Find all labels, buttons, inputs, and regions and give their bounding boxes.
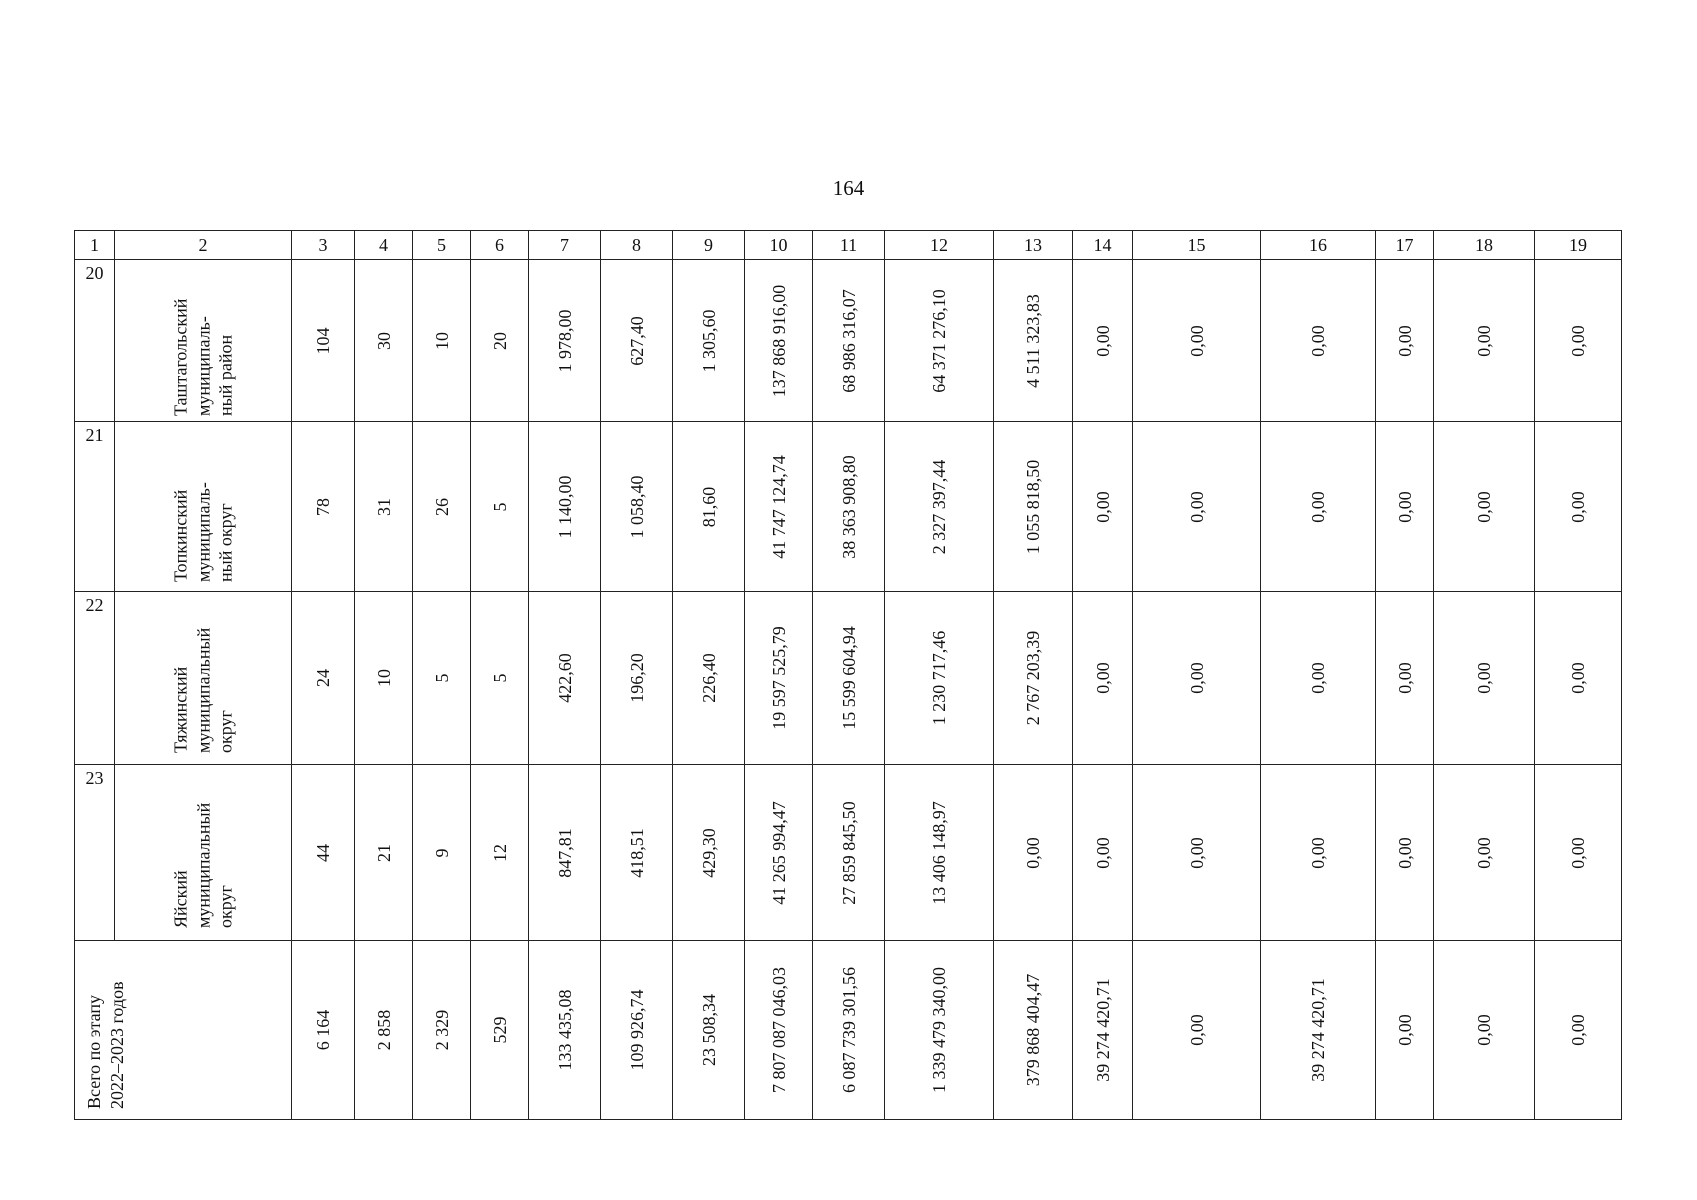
cell-value: 422,60 bbox=[554, 653, 575, 703]
cell-value: 64 371 276,10 bbox=[929, 288, 949, 393]
total-value-cell bbox=[994, 941, 1073, 1120]
cell-value: 418,51 bbox=[626, 827, 647, 878]
total-value-cell bbox=[601, 941, 673, 1120]
total-value: 7 807 087 046,03 bbox=[768, 967, 789, 1093]
total-value-cell bbox=[1434, 941, 1535, 1120]
row-number: 21 bbox=[85, 425, 104, 445]
value-cell bbox=[885, 260, 994, 422]
column-header: 2 bbox=[115, 231, 292, 260]
cell-value: 26 bbox=[431, 497, 452, 516]
cell-value: 4 511 323,83 bbox=[1023, 293, 1043, 388]
cell-value: 30 bbox=[373, 331, 394, 350]
row-number: 22 bbox=[85, 595, 104, 615]
value-cell bbox=[292, 422, 355, 592]
cell-value: 41 265 994,47 bbox=[768, 800, 789, 905]
value-cell bbox=[1434, 765, 1535, 941]
cell-value: 0,00 bbox=[1092, 490, 1113, 523]
municipality-cell bbox=[115, 260, 292, 422]
data-table bbox=[74, 230, 1622, 1120]
cell-value: 847,81 bbox=[554, 827, 575, 878]
value-cell bbox=[813, 260, 885, 422]
value-cell bbox=[1434, 260, 1535, 422]
cell-value: 0,00 bbox=[1568, 324, 1588, 357]
value-cell bbox=[813, 592, 885, 765]
total-value-cell bbox=[471, 941, 529, 1120]
value-cell bbox=[292, 592, 355, 765]
value-cell bbox=[1133, 592, 1261, 765]
page-number: 164 bbox=[832, 176, 865, 200]
municipality-cell bbox=[115, 422, 292, 592]
column-header: 5 bbox=[413, 231, 471, 260]
cell-value: 15 599 604,94 bbox=[838, 626, 859, 730]
cell-value: 10 bbox=[431, 331, 452, 350]
table-row bbox=[75, 422, 1622, 592]
municipality-name: Таштагольский муниципаль- ный район bbox=[170, 298, 236, 416]
value-cell bbox=[994, 592, 1073, 765]
row-number-cell bbox=[75, 592, 115, 765]
municipality-cell bbox=[115, 592, 292, 765]
column-header: 1 bbox=[75, 231, 115, 260]
value-cell bbox=[885, 422, 994, 592]
cell-value: 0,00 bbox=[1092, 836, 1113, 869]
value-cell bbox=[745, 422, 813, 592]
value-cell bbox=[1133, 422, 1261, 592]
cell-value: 13 406 148,97 bbox=[929, 800, 949, 905]
total-value-cell bbox=[355, 941, 413, 1120]
cell-value: 10 bbox=[373, 669, 394, 687]
municipality-name: Топкинский муниципаль- ный округ bbox=[170, 481, 236, 582]
value-cell bbox=[471, 422, 529, 592]
cell-value: 0,00 bbox=[1308, 836, 1328, 869]
cell-value: 5 bbox=[431, 673, 452, 683]
total-value: 0,00 bbox=[1474, 1014, 1494, 1046]
value-cell bbox=[601, 422, 673, 592]
cell-value: 0,00 bbox=[1186, 662, 1207, 694]
cell-value: 0,00 bbox=[1308, 662, 1328, 694]
cell-value: 1 055 818,50 bbox=[1023, 459, 1043, 554]
total-value: 0,00 bbox=[1186, 1014, 1207, 1046]
cell-value: 0,00 bbox=[1568, 836, 1588, 869]
cell-value: 41 747 124,74 bbox=[768, 454, 789, 559]
value-cell bbox=[1261, 260, 1376, 422]
value-cell bbox=[1535, 260, 1622, 422]
value-cell bbox=[673, 422, 745, 592]
value-cell bbox=[529, 260, 601, 422]
column-header: 12 bbox=[885, 231, 994, 260]
cell-value: 2 767 203,39 bbox=[1023, 630, 1043, 726]
row-number-cell bbox=[75, 260, 115, 422]
value-cell bbox=[673, 260, 745, 422]
value-cell bbox=[1073, 260, 1133, 422]
value-cell bbox=[601, 260, 673, 422]
total-value: 0,00 bbox=[1394, 1014, 1415, 1046]
cell-value: 1 140,00 bbox=[554, 475, 575, 538]
column-header: 11 bbox=[813, 231, 885, 260]
cell-value: 627,40 bbox=[626, 315, 647, 366]
total-row bbox=[75, 941, 1622, 1120]
row-number: 20 bbox=[85, 263, 104, 283]
cell-value: 1 230 717,46 bbox=[929, 630, 949, 726]
cell-value: 0,00 bbox=[1568, 662, 1588, 694]
value-cell bbox=[292, 765, 355, 941]
column-header: 7 bbox=[529, 231, 601, 260]
value-cell bbox=[1261, 422, 1376, 592]
value-cell bbox=[1073, 422, 1133, 592]
total-value-cell bbox=[292, 941, 355, 1120]
row-number-cell bbox=[75, 422, 115, 592]
cell-value: 0,00 bbox=[1394, 490, 1415, 523]
municipality-name: Тяжинский муниципальный округ bbox=[170, 627, 236, 753]
municipality-name: Яйский муниципальный округ bbox=[170, 802, 236, 928]
value-cell bbox=[1261, 765, 1376, 941]
value-cell bbox=[745, 765, 813, 941]
cell-value: 0,00 bbox=[1474, 324, 1494, 357]
total-value-cell bbox=[1073, 941, 1133, 1120]
column-header: 15 bbox=[1133, 231, 1261, 260]
value-cell bbox=[529, 422, 601, 592]
cell-value: 104 bbox=[313, 327, 333, 354]
total-value-cell bbox=[1376, 941, 1434, 1120]
value-cell bbox=[885, 592, 994, 765]
column-header: 10 bbox=[745, 231, 813, 260]
cell-value: 429,30 bbox=[698, 827, 719, 878]
value-cell bbox=[355, 765, 413, 941]
value-cell bbox=[413, 592, 471, 765]
cell-value: 0,00 bbox=[1023, 836, 1043, 869]
value-cell bbox=[1376, 260, 1434, 422]
value-cell bbox=[994, 260, 1073, 422]
cell-value: 5 bbox=[489, 673, 510, 683]
cell-value: 5 bbox=[489, 502, 510, 511]
total-value-cell bbox=[673, 941, 745, 1120]
cell-value: 31 bbox=[373, 497, 394, 516]
row-number-cell bbox=[75, 765, 115, 941]
value-cell bbox=[413, 422, 471, 592]
cell-value: 226,40 bbox=[698, 653, 719, 703]
cell-value: 0,00 bbox=[1474, 490, 1494, 523]
total-value-cell bbox=[529, 941, 601, 1120]
total-label: Всего по этапу 2022–2023 годов bbox=[84, 981, 127, 1109]
total-value: 39 274 420,71 bbox=[1092, 978, 1113, 1082]
cell-value: 1 978,00 bbox=[554, 309, 575, 372]
value-cell bbox=[673, 765, 745, 941]
value-cell bbox=[1133, 260, 1261, 422]
cell-value: 0,00 bbox=[1394, 836, 1415, 869]
value-cell bbox=[1133, 765, 1261, 941]
value-cell bbox=[471, 765, 529, 941]
cell-value: 0,00 bbox=[1474, 662, 1494, 694]
cell-value: 38 363 908,80 bbox=[838, 454, 859, 559]
value-cell bbox=[292, 260, 355, 422]
value-cell bbox=[529, 765, 601, 941]
cell-value: 0,00 bbox=[1394, 662, 1415, 694]
cell-value: 0,00 bbox=[1186, 836, 1207, 869]
total-value-cell bbox=[745, 941, 813, 1120]
total-value: 379 868 404,47 bbox=[1023, 973, 1043, 1087]
column-header: 16 bbox=[1261, 231, 1376, 260]
total-value: 529 bbox=[489, 1016, 510, 1044]
cell-value: 196,20 bbox=[626, 653, 647, 703]
value-cell bbox=[1434, 592, 1535, 765]
value-cell bbox=[601, 592, 673, 765]
value-cell bbox=[813, 422, 885, 592]
value-cell bbox=[1261, 592, 1376, 765]
value-cell bbox=[1535, 592, 1622, 765]
cell-value: 44 bbox=[313, 843, 333, 862]
total-value: 2 858 bbox=[373, 1009, 394, 1051]
cell-value: 12 bbox=[489, 843, 510, 862]
cell-value: 0,00 bbox=[1092, 324, 1113, 357]
value-cell bbox=[355, 422, 413, 592]
header-row bbox=[75, 231, 1622, 260]
value-cell bbox=[1376, 592, 1434, 765]
cell-value: 0,00 bbox=[1092, 662, 1113, 694]
total-label-cell bbox=[75, 941, 292, 1120]
cell-value: 2 327 397,44 bbox=[929, 459, 949, 554]
total-value: 133 435,08 bbox=[554, 989, 575, 1071]
value-cell bbox=[885, 765, 994, 941]
cell-value: 27 859 845,50 bbox=[838, 800, 859, 905]
total-value-cell bbox=[813, 941, 885, 1120]
value-cell bbox=[673, 592, 745, 765]
cell-value: 0,00 bbox=[1394, 324, 1415, 357]
value-cell bbox=[994, 765, 1073, 941]
column-header: 3 bbox=[292, 231, 355, 260]
cell-value: 24 bbox=[313, 669, 333, 687]
cell-value: 1 305,60 bbox=[698, 309, 719, 372]
value-cell bbox=[1535, 422, 1622, 592]
total-value: 39 274 420,71 bbox=[1308, 978, 1328, 1082]
column-header: 4 bbox=[355, 231, 413, 260]
column-header: 18 bbox=[1434, 231, 1535, 260]
value-cell bbox=[1376, 422, 1434, 592]
value-cell bbox=[355, 592, 413, 765]
value-cell bbox=[601, 765, 673, 941]
column-header: 19 bbox=[1535, 231, 1622, 260]
value-cell bbox=[1535, 765, 1622, 941]
value-cell bbox=[813, 765, 885, 941]
total-value-cell bbox=[885, 941, 994, 1120]
total-value: 2 329 bbox=[431, 1009, 452, 1051]
cell-value: 81,60 bbox=[698, 486, 719, 527]
cell-value: 0,00 bbox=[1308, 490, 1328, 523]
value-cell bbox=[1073, 765, 1133, 941]
column-header: 8 bbox=[601, 231, 673, 260]
table-row bbox=[75, 260, 1622, 422]
total-value: 1 339 479 340,00 bbox=[929, 967, 949, 1093]
total-value-cell bbox=[1261, 941, 1376, 1120]
table-row bbox=[75, 765, 1622, 941]
cell-value: 0,00 bbox=[1308, 324, 1328, 357]
total-value: 6 164 bbox=[313, 1009, 333, 1051]
cell-value: 78 bbox=[313, 497, 333, 516]
total-value-cell bbox=[413, 941, 471, 1120]
cell-value: 19 597 525,79 bbox=[768, 626, 789, 730]
column-header: 13 bbox=[994, 231, 1073, 260]
total-value: 6 087 739 301,56 bbox=[838, 967, 859, 1093]
total-value-cell bbox=[1535, 941, 1622, 1120]
cell-value: 1 058,40 bbox=[626, 475, 647, 538]
value-cell bbox=[355, 260, 413, 422]
cell-value: 0,00 bbox=[1474, 836, 1494, 869]
cell-value: 137 868 916,00 bbox=[768, 284, 789, 397]
value-cell bbox=[471, 592, 529, 765]
column-header: 6 bbox=[471, 231, 529, 260]
value-cell bbox=[1434, 422, 1535, 592]
cell-value: 21 bbox=[373, 843, 394, 862]
value-cell bbox=[471, 260, 529, 422]
value-cell bbox=[1073, 592, 1133, 765]
municipality-cell bbox=[115, 765, 292, 941]
cell-value: 0,00 bbox=[1568, 490, 1588, 523]
cell-value: 0,00 bbox=[1186, 490, 1207, 523]
total-value-cell bbox=[1133, 941, 1261, 1120]
value-cell bbox=[529, 592, 601, 765]
cell-value: 20 bbox=[489, 331, 510, 350]
total-value: 109 926,74 bbox=[626, 989, 647, 1071]
value-cell bbox=[1376, 765, 1434, 941]
table-row bbox=[75, 592, 1622, 765]
cell-value: 0,00 bbox=[1186, 324, 1207, 357]
value-cell bbox=[413, 765, 471, 941]
cell-value: 9 bbox=[431, 848, 452, 857]
value-cell bbox=[994, 422, 1073, 592]
value-cell bbox=[745, 260, 813, 422]
column-header: 9 bbox=[673, 231, 745, 260]
cell-value: 68 986 316,07 bbox=[838, 288, 859, 393]
total-value: 0,00 bbox=[1568, 1014, 1588, 1046]
value-cell bbox=[413, 260, 471, 422]
column-header: 17 bbox=[1376, 231, 1434, 260]
value-cell bbox=[745, 592, 813, 765]
total-value: 23 508,34 bbox=[698, 994, 719, 1066]
row-number: 23 bbox=[85, 768, 104, 788]
column-header: 14 bbox=[1073, 231, 1133, 260]
